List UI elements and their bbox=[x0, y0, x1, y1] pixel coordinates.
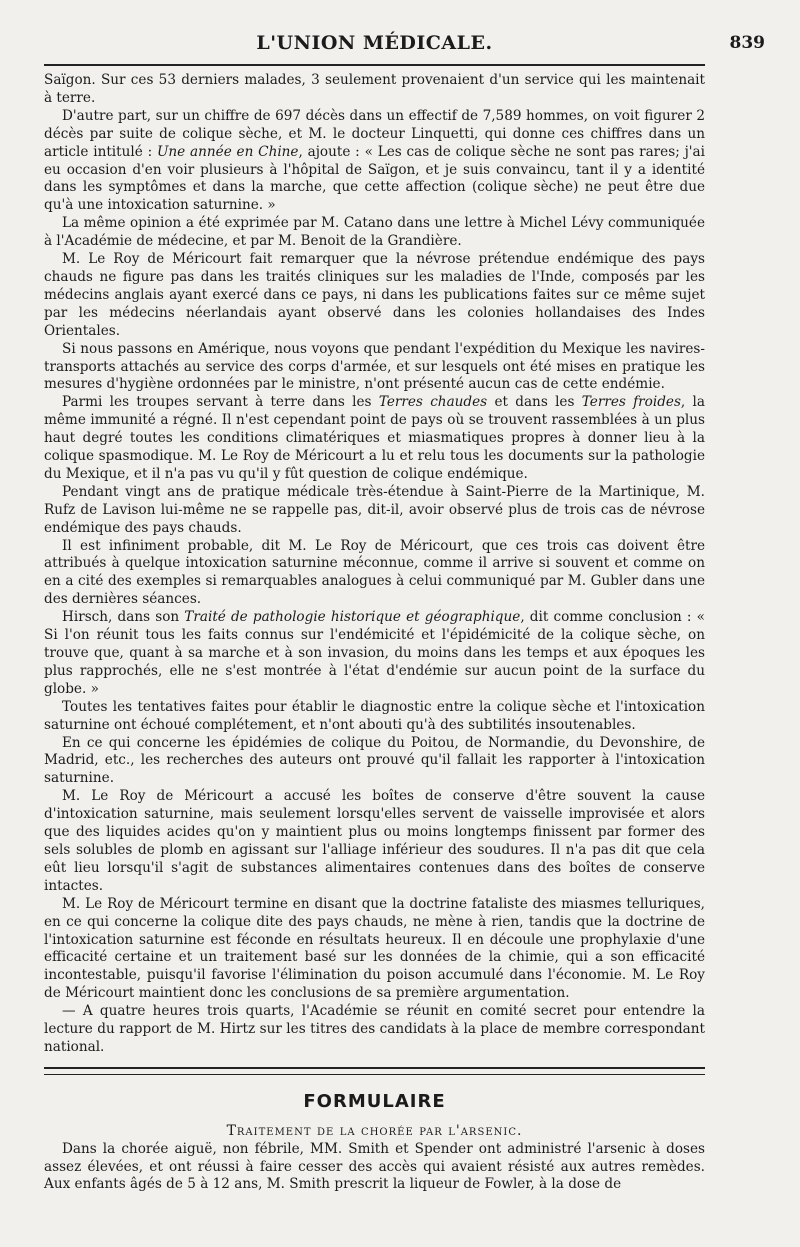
formulaire-paragraph: Dans la chorée aiguë, non fébrile, MM. Smith et Spender ont administré l'arsenic à doses assez élevées, et ont réussi à faire cesser des accès qui avaient résisté aux autres remèdes. Aux enfants âgés de 5 à 12 ans, M. Smith prescrit la liqueur de Fowler, à la dose de bbox=[44, 1140, 705, 1193]
paragraph: Pendant vingt ans de pratique médicale très-étendue à Saint-Pierre de la Martinique, M. Rufz de Lavison lui-même ne se rappelle pas, dit-il, avoir observé plus de trois cas de névrose endémique des pays chauds. bbox=[44, 483, 705, 536]
paragraph: M. Le Roy de Méricourt termine en disant que la doctrine fataliste des miasmes telluriques, en ce qui concerne la colique dite des pays chauds, ne mène à rien, tandis que la doctrine de l'intoxication saturnine est féconde en résultats heureux. Il en découle une prophylaxie d'une efficacité certaine et un traitement basé sur les données de la chimie, qui a son efficacité incontestable, puisqu'il favorise l'élimination du poison accumulé dans l'économie. M. Le Roy de Méricourt maintient donc les conclusions de sa première argumentation. bbox=[44, 895, 705, 1002]
paragraph: — A quatre heures trois quarts, l'Académie se réunit en comité secret pour entendre la lecture du rapport de M. Hirtz sur les titres des candidats à la place de membre correspondant national. bbox=[44, 1003, 705, 1055]
paragraph: Saïgon. Sur ces 53 derniers malades, 3 seulement provenaient d'un service qui les maintenait à terre. bbox=[44, 72, 705, 106]
paragraph: En ce qui concerne les épidémies de colique du Poitou, de Normandie, du Devonshire, de Madrid, etc., les recherches des auteurs ont prouvé qu'il fallait les rapporter à l'intoxication saturnine. bbox=[44, 734, 705, 787]
page-number: 839 bbox=[729, 33, 765, 53]
paragraph: Toutes les tentatives faites pour établir le diagnostic entre la colique sèche et l'intoxication saturnine ont échoué complétement, et n'ont abouti qu'à des subtilités insoutenables. bbox=[44, 698, 705, 733]
article-body bbox=[44, 72, 705, 1194]
paragraph: D'autre part, sur un chiffre de 697 décès dans un effectif de 7,589 hommes, on voit figurer 2 décès par suite de colique sèche, et M. le docteur Linquetti, qui donne ces chiffres dans un article intitulé : Une année en Chine, ajoute : « Les cas de colique sèche ne sont pas rares; j'ai eu occasion d'en voir plusieurs à l'hôpital de Saïgon, et je suis convaincu, tant il y a identité dans les symptômes et dans la marche, que cette affection (colique sèche) ne peut être due qu'à une intoxication saturnine. » bbox=[44, 107, 705, 214]
section-subtitle: Traitement de la chorée par l'arsenic. bbox=[226, 1122, 523, 1139]
paragraph: Si nous passons en Amérique, nous voyons que pendant l'expédition du Mexique les navires-transports attachés au service des corps d'armée, et sur lesquels ont été mises en pratique les mesures d'hygiène ordonnées par le ministre, n'ont présenté aucun cas de cette endémie. bbox=[44, 340, 705, 393]
paragraph: Il est infiniment probable, dit M. Le Roy de Méricourt, que ces trois cas doivent être attribués à quelque intoxication saturnine méconnue, comme il arrive si souvent et comme on en a cité des exemples si remarquables analogues à celui communiqué par M. Gubler dans une des dernières séances. bbox=[44, 537, 705, 608]
running-title: L'UNION MÉDICALE. bbox=[256, 32, 493, 54]
paragraph: Hirsch, dans son Traité de pathologie historique et géographique, dit comme conclusion : « Si l'on réunit tous les faits connus sur l'endémicité et l'épidémicité de la colique sèche, on trouve que, quant à sa marche et à son invasion, du moins dans les temps et aux époques les plus rapprochés, elle ne s'est montrée à l'état d'endémie sur aucun point de la surface du globe. » bbox=[44, 609, 705, 697]
paragraph: La même opinion a été exprimée par M. Catano dans une lettre à Michel Lévy communiquée à l'Académie de médecine, et par M. Benoit de la Grandière. bbox=[44, 215, 705, 250]
paragraph: Parmi les troupes servant à terre dans les Terres chaudes et dans les Terres froides, la même immunité a régné. Il n'est cependant point de pays où se trouvent rassemblées à un plus haut degré toutes les conditions climatériques et miasmatiques propres à donner lieu à la colique spasmodique. M. Le Roy de Méricourt a lu et relu tous les documents sur la pathologie du Mexique, et il n'a pas vu qu'il y fût question de colique endémique. bbox=[44, 394, 705, 482]
paragraph: M. Le Roy de Méricourt a accusé les boîtes de conserve d'être souvent la cause d'intoxication saturnine, mais seulement lorsqu'elles servent de vaisselle improvisée et alors que des liquides acides qu'on y maintient plus ou moins longtemps finissent par former des sels solubles de plomb en agissant sur l'alliage inférieur des soudures. Il n'a pas dit que cela eût lieu lorsqu'il s'agit de substances alimentaires contenues dans des boîtes de conserve intactes. bbox=[44, 788, 705, 894]
page-header bbox=[44, 28, 765, 66]
section-title: FORMULAIRE bbox=[303, 1090, 446, 1112]
paragraph: M. Le Roy de Méricourt fait remarquer que la névrose prétendue endémique des pays chauds ne figure pas dans les traités cliniques sur les maladies de l'Inde, composés par les médecins anglais ayant exercé dans ce pays, ni dans les publications faites sur ce même sujet par les médecins néerlandais ayant observé dans les colonies hollandaises des Indes Orientales. bbox=[44, 251, 705, 339]
section-divider bbox=[44, 1067, 705, 1075]
